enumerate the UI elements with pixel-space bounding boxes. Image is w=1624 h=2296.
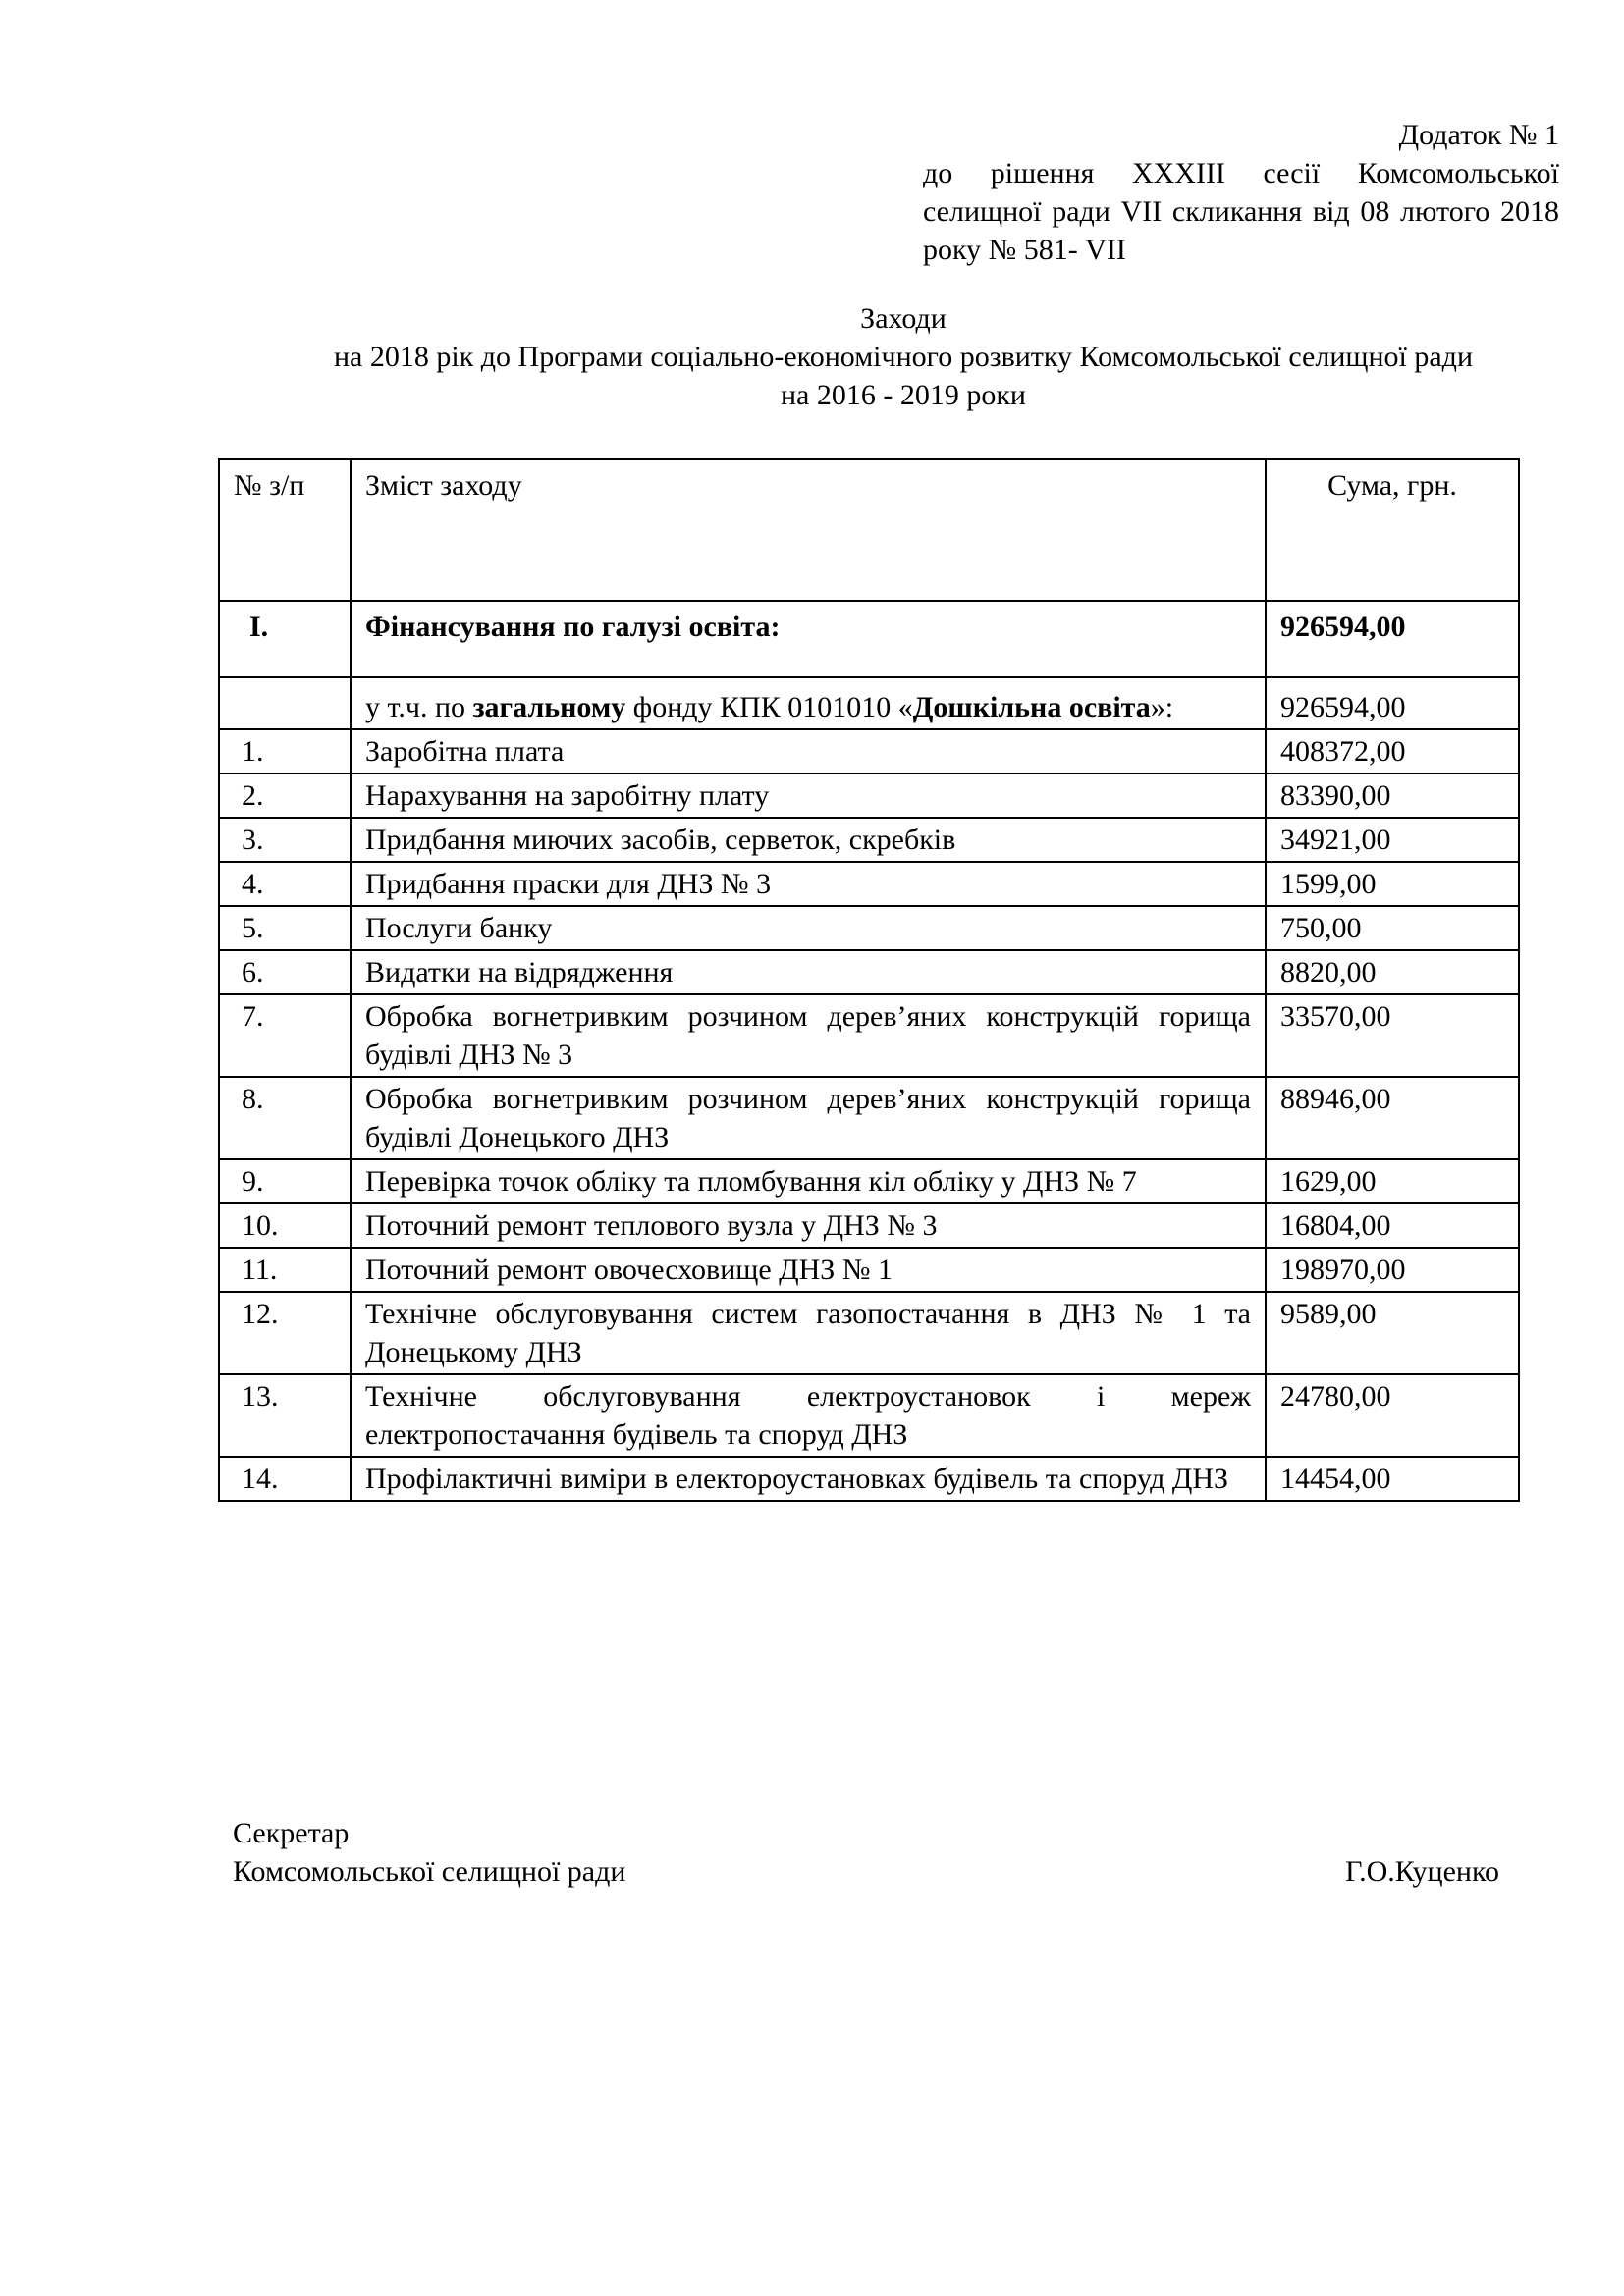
table-row [219, 906, 1519, 950]
row-number: 3. [219, 818, 351, 862]
table-row [219, 1077, 1519, 1159]
row-number: 14. [219, 1457, 351, 1501]
signature-block [233, 1814, 1499, 1891]
row-sum: 9589,00 [1266, 1292, 1519, 1374]
row-number: 5. [219, 906, 351, 950]
row-sum: 88946,00 [1266, 1077, 1519, 1159]
row-description: Профілактичні виміри в електороустановках будівель та споруд ДНЗ [351, 1457, 1266, 1501]
table-header-row [219, 459, 1519, 601]
section-title: Фінансування по галузі освіта: [351, 601, 1266, 677]
subtotal-prefix: у т.ч. по [365, 691, 473, 723]
row-sum: 34921,00 [1266, 818, 1519, 862]
signatory-organization: Комсомольської селищної ради [233, 1855, 626, 1888]
section-row [219, 601, 1519, 677]
row-number: 7. [219, 994, 351, 1077]
header-number: № з/п [219, 459, 351, 601]
table-row [219, 994, 1519, 1077]
heading-period: на 2016 - 2019 роки [781, 379, 1026, 411]
row-sum: 16804,00 [1266, 1203, 1519, 1248]
row-number: 1. [219, 729, 351, 774]
table-row [219, 729, 1519, 774]
row-number: 2. [219, 774, 351, 818]
subtotal-row [219, 677, 1519, 729]
row-description: Технічне обслуговування електроустановок і мереж електропостачання будівель та споруд ДНЗ [351, 1374, 1266, 1457]
heading-title: Заходи [860, 302, 947, 335]
row-sum: 83390,00 [1266, 774, 1519, 818]
table-row [219, 818, 1519, 862]
row-description: Обробка вогнетривким розчином дерев’яних конструкцій горища будівлі Донецького ДНЗ [351, 1077, 1266, 1159]
table-row [219, 1374, 1519, 1457]
table-row [219, 774, 1519, 818]
row-description: Технічне обслуговування систем газопостачання в ДНЗ № 1 та Донецькому ДНЗ [351, 1292, 1266, 1374]
row-sum: 750,00 [1266, 906, 1519, 950]
heading-subtitle: на 2018 рік до Програми соціально-економічного розвитку Комсомольської селищної ради [334, 341, 1473, 373]
row-description: Послуги банку [351, 906, 1266, 950]
row-sum: 1599,00 [1266, 862, 1519, 906]
row-sum: 8820,00 [1266, 950, 1519, 994]
table-row [219, 1159, 1519, 1203]
row-number: 11. [219, 1248, 351, 1292]
section-sum: 926594,00 [1266, 601, 1519, 677]
subtotal-number [219, 677, 351, 729]
subtotal-middle: фонду КПК 0101010 « [625, 691, 913, 723]
signatory-title: Секретар [233, 1817, 350, 1849]
row-number: 6. [219, 950, 351, 994]
row-sum: 33570,00 [1266, 994, 1519, 1077]
row-description: Видатки на відрядження [351, 950, 1266, 994]
subtotal-sum: 926594,00 [1266, 677, 1519, 729]
row-description: Придбання праски для ДНЗ № 3 [351, 862, 1266, 906]
table-row [219, 1203, 1519, 1248]
table-row [219, 1292, 1519, 1374]
document-heading [226, 299, 1581, 414]
row-number: 8. [219, 1077, 351, 1159]
row-number: 12. [219, 1292, 351, 1374]
row-description: Обробка вогнетривким розчином дерев’яних конструкцій горища будівлі ДНЗ № 3 [351, 994, 1266, 1077]
table-row [219, 1248, 1519, 1292]
row-description: Нарахування на заробітну плату [351, 774, 1266, 818]
row-sum: 24780,00 [1266, 1374, 1519, 1457]
row-description: Поточний ремонт теплового вузла у ДНЗ № 3 [351, 1203, 1266, 1248]
header-description: Зміст заходу [351, 459, 1266, 601]
subtotal-fund: загальному [472, 691, 626, 723]
row-number: 9. [219, 1159, 351, 1203]
row-number: 4. [219, 862, 351, 906]
subtotal-suffix: »: [1150, 691, 1174, 723]
measures-table [218, 458, 1520, 1502]
row-number: 10. [219, 1203, 351, 1248]
addendum-text: до рішення XXXIII сесії Комсомольської селищної ради VII скликання від 08 лютого 2018 року № 581- VII [923, 157, 1559, 266]
addendum-number: Додаток № 1 [1398, 119, 1559, 151]
row-sum: 1629,00 [1266, 1159, 1519, 1203]
table-row [219, 950, 1519, 994]
row-description: Перевірка точок обліку та пломбування кіл обліку у ДНЗ № 7 [351, 1159, 1266, 1203]
row-sum: 408372,00 [1266, 729, 1519, 774]
header-sum: Сума, грн. [1266, 459, 1519, 601]
row-sum: 198970,00 [1266, 1248, 1519, 1292]
row-description: Придбання миючих засобів, серветок, скребків [351, 818, 1266, 862]
subtotal-program: Дошкільна освіта [912, 691, 1151, 723]
section-number: I. [219, 601, 351, 677]
signatory-name: Г.О.Куценко [1345, 1855, 1499, 1888]
row-sum: 14454,00 [1266, 1457, 1519, 1501]
subtotal-description [351, 677, 1266, 729]
addendum-block [923, 116, 1559, 269]
row-description: Заробітна плата [351, 729, 1266, 774]
table-row [219, 1457, 1519, 1501]
row-description: Поточний ремонт овочесховище ДНЗ № 1 [351, 1248, 1266, 1292]
row-number: 13. [219, 1374, 351, 1457]
table-row [219, 862, 1519, 906]
